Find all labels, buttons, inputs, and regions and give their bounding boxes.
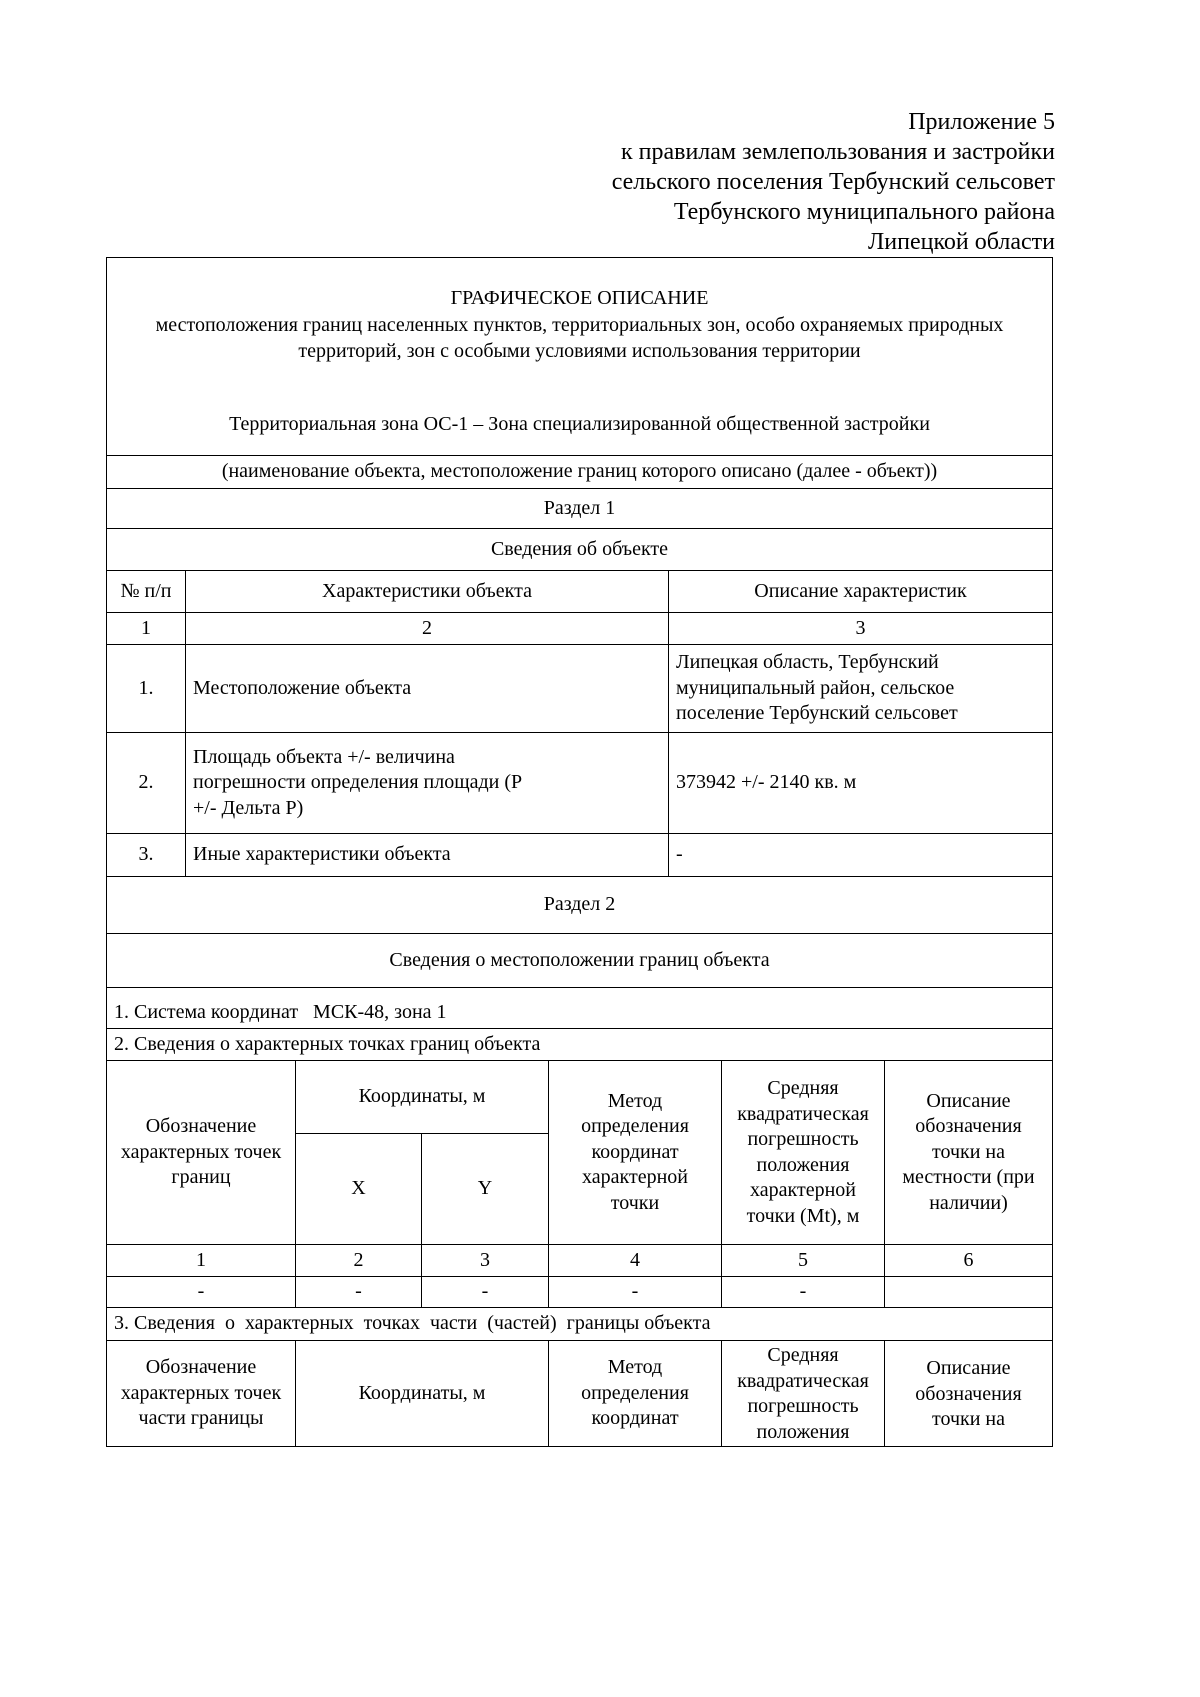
points-col-description: Описание обозначения точки на местности (при наличии) xyxy=(884,1060,1053,1245)
col-header-description: Описание характеристик xyxy=(668,570,1053,613)
document-subtitle: местоположения границ населенных пунктов, территориальных зон, особо охраняемых природных xyxy=(155,314,1004,336)
col-header-num: № п/п xyxy=(106,570,186,613)
row-value: - xyxy=(668,833,1053,877)
section2-title: Раздел 2 xyxy=(106,876,1053,934)
col-number: 2 xyxy=(185,612,669,645)
parts-col-designation: Обозначение характерных точек части границы xyxy=(106,1340,296,1447)
header-line: сельского поселения Тербунский сельсовет xyxy=(611,169,1055,195)
object-name: Территориальная зона ОС-1 – Зона специализированной общественной застройки xyxy=(229,413,930,435)
col-number: 1 xyxy=(106,1244,296,1277)
appendix-header xyxy=(612,107,1055,257)
points-title: 2. Сведения о характерных точках границ объекта xyxy=(106,1028,1053,1061)
header-line: к правилам землепользования и застройки xyxy=(620,139,1055,165)
coordinate-system: 1. Система координат МСК-48, зона 1 xyxy=(106,987,1053,1029)
object-caption: (наименование объекта, местоположение границ которого описано (далее - объект)) xyxy=(106,455,1053,489)
points-col-designation: Обозначение характерных точек границ xyxy=(106,1060,296,1245)
points-cell: - xyxy=(106,1276,296,1308)
points-cell: - xyxy=(421,1276,549,1308)
row-characteristic: Площадь объекта +/- величина погрешности определения площади (Р +/- Дельта Р) xyxy=(185,732,669,834)
header-line: Липецкой области xyxy=(868,229,1055,255)
col-number: 1 xyxy=(106,612,186,645)
parts-title: 3. Сведения о характерных точках части (частей) границы объекта xyxy=(106,1307,1053,1341)
col-number: 3 xyxy=(668,612,1053,645)
row-characteristic: Иные характеристики объекта xyxy=(185,833,669,877)
row-characteristic: Местоположение объекта xyxy=(185,644,669,733)
col-header-characteristic: Характеристики объекта xyxy=(185,570,669,613)
section1-title: Раздел 1 xyxy=(106,488,1053,529)
points-col-coords: Координаты, м xyxy=(295,1060,549,1134)
parts-col-coords: Координаты, м xyxy=(295,1340,549,1447)
row-num: 1. xyxy=(106,644,186,733)
parts-col-error: Средняя квадратическая погрешность положения xyxy=(721,1340,885,1447)
col-number: 2 xyxy=(295,1244,422,1277)
row-num: 2. xyxy=(106,732,186,834)
document-title: ГРАФИЧЕСКОЕ ОПИСАНИЕ xyxy=(450,287,709,309)
row-num: 3. xyxy=(106,833,186,877)
points-cell: - xyxy=(721,1276,885,1308)
col-number: 6 xyxy=(884,1244,1053,1277)
points-col-x: X xyxy=(295,1133,422,1245)
col-number: 5 xyxy=(721,1244,885,1277)
header-line: Тербунского муниципального района xyxy=(673,199,1055,225)
points-col-y: Y xyxy=(421,1133,549,1245)
row-value: 373942 +/- 2140 кв. м xyxy=(668,732,1053,834)
parts-col-method: Метод определения координат xyxy=(548,1340,722,1447)
points-cell: - xyxy=(548,1276,722,1308)
parts-col-description: Описание обозначения точки на xyxy=(884,1340,1053,1447)
col-number: 3 xyxy=(421,1244,549,1277)
row-value: Липецкая область, Тербунский муниципальный район, сельское поселение Тербунский сельсовет xyxy=(668,644,1053,733)
title-block xyxy=(106,257,1053,456)
col-number: 4 xyxy=(548,1244,722,1277)
points-cell xyxy=(884,1276,1053,1308)
section2-subtitle: Сведения о местоположении границ объекта xyxy=(106,933,1053,988)
points-col-error: Средняя квадратическая погрешность положения характерной точки (Mt), м xyxy=(721,1060,885,1245)
points-cell: - xyxy=(295,1276,422,1308)
document-subtitle: территорий, зон с особыми условиями использования территории xyxy=(298,340,861,362)
header-line: Приложение 5 xyxy=(908,109,1055,135)
section1-subtitle: Сведения об объекте xyxy=(106,528,1053,571)
points-col-method: Метод определения координат характерной точки xyxy=(548,1060,722,1245)
